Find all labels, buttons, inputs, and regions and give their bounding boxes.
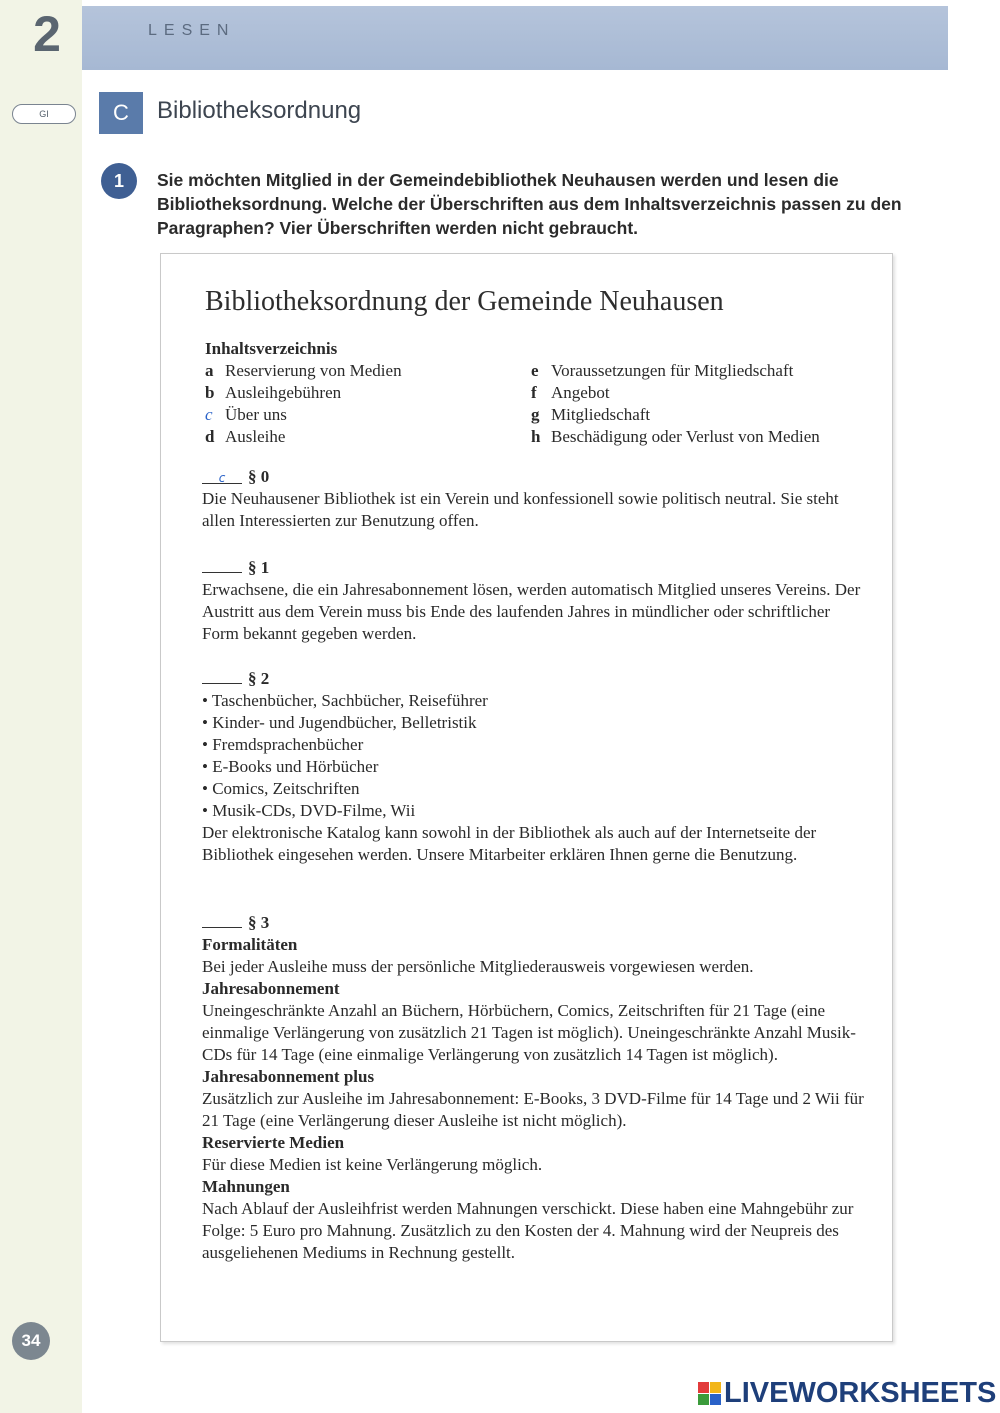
bullet-item: • Musik-CDs, DVD-Filme, Wii [202,801,416,820]
bullet-item: • Taschenbücher, Sachbücher, Reiseführer [202,691,488,710]
subheading-jahresabonnement: Jahresabonnement [202,979,340,998]
chapter-header-band [82,6,948,70]
paragraph-3-heading: § 3 [202,911,867,934]
paragraph-3-text-2: Uneingeschränkte Anzahl an Büchern, Hörbüchern, Comics, Zeitschriften für 21 Tage (eine einmalige Verlängerung von zusätzlich 21 Tagen ist möglich). Uneingeschränkte Anzahl Musik-CDs für 14 Tage (eine einmalige Verlängerung von zusätzlich 14 Tagen ist möglich). [202,1001,856,1064]
answer-blank-3[interactable] [202,911,242,928]
toc-label: Ausleihe [225,427,286,446]
liveworksheets-logo-icon [698,1382,721,1405]
toc-key: h [531,427,541,446]
paragraph-2-heading: § 2 [202,667,867,690]
toc-item [205,404,402,426]
subheading-reservierte-medien: Reservierte Medien [202,1133,345,1152]
toc-key: d [205,427,215,446]
page-number: 34 [12,1322,50,1360]
document-title: Bibliotheksordnung der Gemeinde Neuhausen [205,286,724,317]
paragraph-0-heading: c § 0 [202,466,867,488]
bullet-item: • E-Books und Hörbücher [202,757,379,776]
toc-label: Angebot [551,383,610,402]
toc-label: Ausleihgebühren [225,383,342,402]
paragraph-0 [202,466,867,532]
paragraph-2 [202,667,867,866]
toc-item [531,360,820,382]
chapter-number: 2 [33,6,61,62]
task-number: 1 [101,163,137,199]
toc-label: Mitgliedschaft [551,405,651,424]
bullet-item: • Comics, Zeitschriften [202,779,360,798]
paragraph-3-text-5: Nach Ablauf der Ausleihfrist werden Mahnungen verschickt. Diese haben eine Mahngebühr zur Folge: 5 Euro pro Mahnung. Zusätzlich zu den Kosten der 4. Mahnung wird der Neupreis des ausgeliehenen Mediums in Rechnung gestellt. [202,1199,854,1262]
toc-item [531,404,820,426]
toc-right-column [531,360,820,448]
toc-item [531,426,820,448]
toc-label: Voraussetzungen für Mitgliedschaft [551,361,794,380]
gi-badge: GI [12,104,76,124]
paragraph-2-text: Der elektronische Katalog kann sowohl in der Bibliothek als auch auf der Internetseite der Bibliothek eingesehen werden. Unsere Mitarbeiter erklären Ihnen gerne die Benutzung. [202,823,817,864]
toc-heading: Inhaltsverzeichnis [205,339,338,358]
toc-left-column [205,360,402,448]
side-strip [0,0,82,1413]
answer-blank-2[interactable] [202,667,242,684]
toc-key-checked: c [205,405,213,424]
paragraph-1 [202,556,867,645]
bullet-item: • Fremdsprachenbücher [202,735,364,754]
toc-item [531,382,820,404]
subheading-jahresabonnement-plus: Jahresabonnement plus [202,1067,375,1086]
toc-key: a [205,361,214,380]
paragraph-1-heading: § 1 [202,556,867,579]
toc-item [205,360,402,382]
paragraph-3 [202,911,867,1264]
task-instruction: Sie möchten Mitglied in der Gemeindebibliothek Neuhausen werden und lesen die Bibliotheksordnung. Welche der Überschriften aus dem Inhaltsverzeichnis passen zu den Paragraphen? Vier Überschriften werden nicht gebraucht. [157,170,902,238]
toc-key: b [205,383,215,402]
chapter-label: LESEN [148,22,236,39]
toc-item [205,426,402,448]
document-box [160,253,893,1342]
toc-key: g [531,405,540,424]
subheading-formalitaeten: Formalitäten [202,935,298,954]
toc-key: f [531,383,537,402]
paragraph-3-text-3: Zusätzlich zur Ausleihe im Jahresabonnement: E-Books, 3 DVD-Filme für 14 Tage und 2 Wii für 21 Tage (eine Verlängerung dieser Ausleihe ist nicht möglich). [202,1089,864,1130]
toc-item [205,382,402,404]
toc-label: Reservierung von Medien [225,361,402,380]
subheading-mahnungen: Mahnungen [202,1177,290,1196]
paragraph-0-text: Die Neuhausener Bibliothek ist ein Verein und konfessionell sowie politisch neutral. Sie steht allen Interessierten zur Benutzung offen. [202,489,839,530]
watermark-text: LIVEWORKSHEETS [724,1376,997,1409]
answer-blank-1[interactable] [202,556,242,573]
toc-key: e [531,361,539,380]
paragraph-3-text-1: Bei jeder Ausleihe muss der persönliche Mitgliederausweis vorgewiesen werden. [202,957,754,976]
paragraph-1-text: Erwachsene, die ein Jahresabonnement lösen, werden automatisch Mitglied unseres Vereins. Der Austritt aus dem Verein muss bis Ende des laufenden Jahres in mündlicher oder schriftlicher Form bekannt gegeben werden. [202,580,861,643]
paragraph-3-text-4: Für diese Medien ist keine Verlängerung möglich. [202,1155,543,1174]
liveworksheets-watermark [698,1376,996,1410]
toc-label: Über uns [225,405,287,424]
bullet-item: • Kinder- und Jugendbücher, Belletristik [202,713,477,732]
section-letter: C [99,92,143,134]
toc-label: Beschädigung oder Verlust von Medien [551,427,820,446]
section-title: Bibliotheksordnung [157,97,362,124]
answer-blank-0[interactable]: c [202,467,242,484]
